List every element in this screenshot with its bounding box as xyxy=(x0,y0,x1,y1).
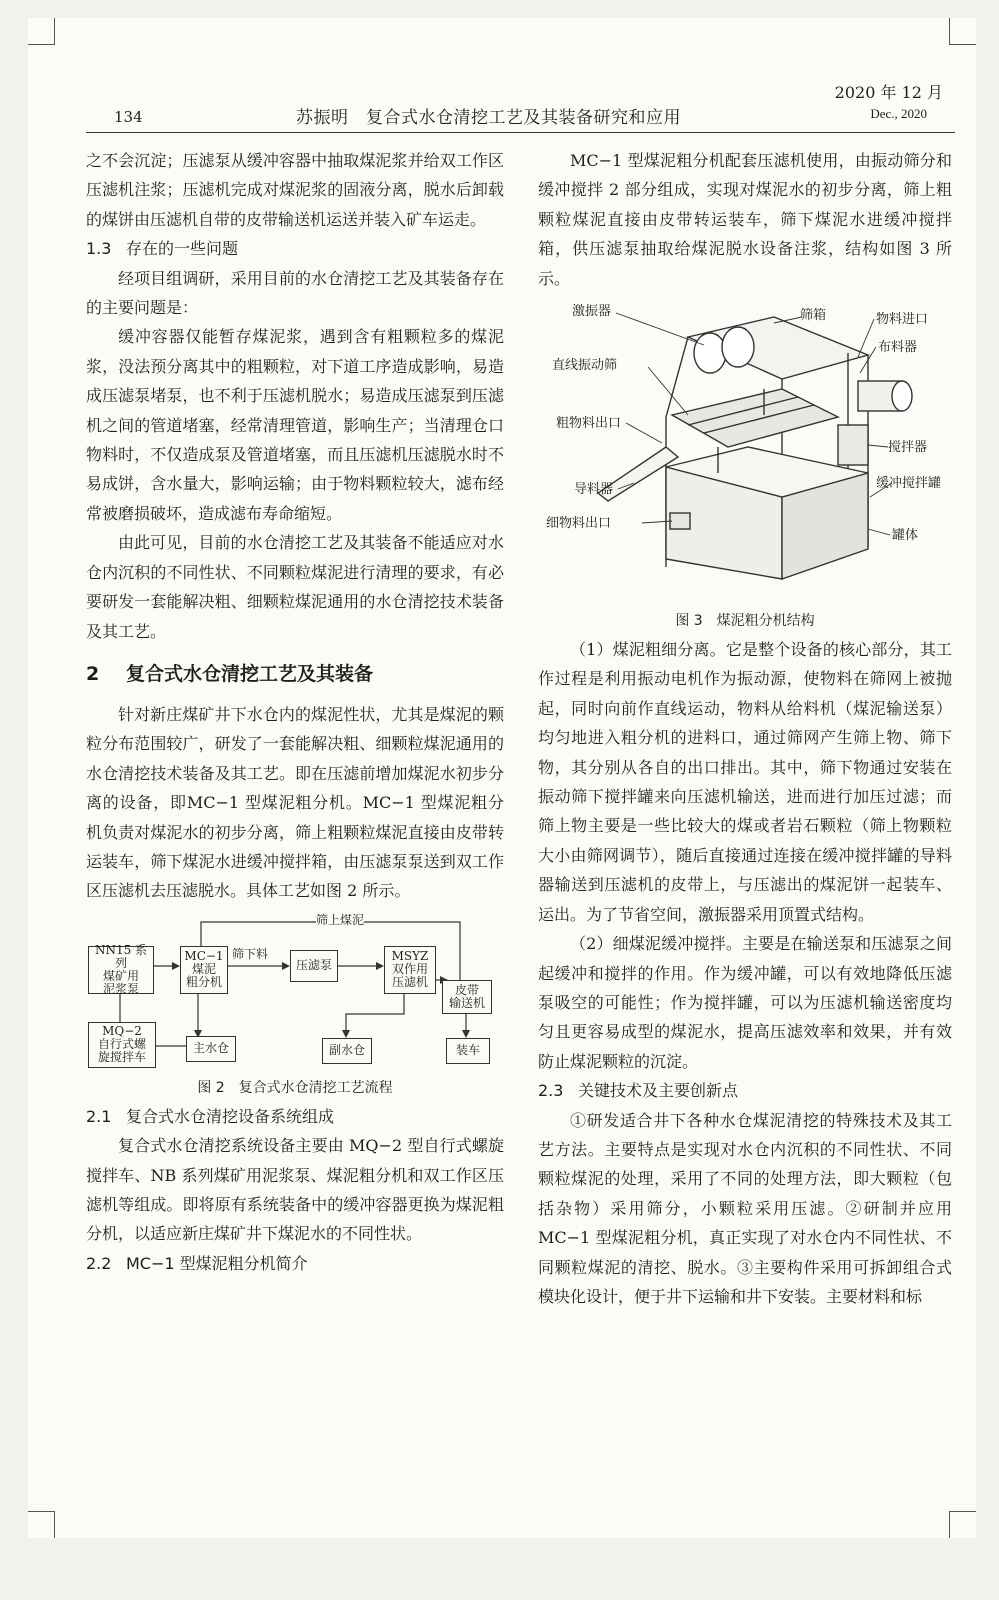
section-heading-2 xyxy=(86,660,504,688)
paragraph: MC−1 型煤泥粗分机配套压滤机使用，由振动筛分和缓冲搅拌 2 部分组成，实现对煤泥水的初步分离，筛上粗颗粒煤泥直接由皮带转运装车，筛下煤泥水进缓冲搅拌箱，供压滤泵抽取给煤泥脱水设备注浆，结构如图 3 所示。 xyxy=(538,151,952,288)
caption-text: 煤泥粗分机结构 xyxy=(716,613,815,630)
section-heading-2-2 xyxy=(86,1249,504,1278)
crop-mark xyxy=(949,18,976,45)
page-number: 134 xyxy=(114,108,143,126)
flow-box-belt-conveyor: 皮带 输送机 xyxy=(442,980,492,1014)
flow-box-filter-press: MSYZ 双作用 压滤机 xyxy=(384,946,436,994)
flow-box-coarse-separator: MC−1 煤泥 粗分机 xyxy=(180,946,228,994)
crop-mark xyxy=(949,1511,976,1538)
paragraph: 经项目组调研，采用目前的水仓清挖工艺及其装备存在的主要问题是： xyxy=(86,268,504,318)
section-title: 复合式水仓清挖设备系统组成 xyxy=(126,1106,335,1126)
label-vibrator: 激振器 xyxy=(572,304,612,320)
label-guide: 导料器 xyxy=(574,482,614,498)
section-title: 复合式水仓清挖工艺及其装备 xyxy=(126,662,374,685)
label-buffer-tank: 缓冲搅拌罐 xyxy=(876,476,942,492)
section-heading-2-1 xyxy=(86,1102,504,1131)
figure-3-caption xyxy=(538,609,952,633)
label-tank-body: 罐体 xyxy=(892,528,919,544)
section-number: 1.3 xyxy=(86,239,112,259)
paragraph: 复合式水仓清挖系统设备主要由 MQ−2 型自行式螺旋搅拌车、NB 系列煤矿用泥浆泵、煤泥粗分机和双工作区压滤机等组成。即将原有系统装备中的缓冲容器更换为煤泥粗分机，以适应新庄煤矿井下煤泥水的不同性状。 xyxy=(86,1136,504,1244)
section-title: 关键技术及主要创新点 xyxy=(578,1081,739,1101)
flow-label-oversize: 筛上煤泥 xyxy=(316,912,365,927)
paragraph: 由此可见，目前的水仓清挖工艺及其装备不能适应对水仓内沉积的不同性状、不同颗粒煤泥进行清理的要求，有必要研发一套能解决粗、细颗粒煤泥通用的水仓清挖技术装备及其工艺。 xyxy=(86,533,504,641)
flow-box-loading: 装车 xyxy=(446,1038,490,1064)
paragraph: 针对新庄煤矿井下水仓内的煤泥性状，尤其是煤泥的颗粒分布范围较广，研发了一套能解决粗、细颗粒煤泥通用的水仓清挖技术装备及其工艺。即在压滤前增加煤泥水初步分离的设备，即MC−1 型煤泥粗分机。MC−1 型煤泥粗分机负责对煤泥水的初步分离，筛上粗颗粒煤泥直接由皮带转运装车，筛下煤泥水进缓冲搅拌箱，由压滤泵泵送到双工作区压滤机去压滤脱水。具体工艺如图 2 所示。 xyxy=(86,704,504,901)
paragraph: 缓冲容器仅能暂存煤泥浆，遇到含有粗颗粒多的煤泥浆，没法预分离其中的粗颗粒，对下道工序造成影响，易造成压滤泵堵泵，也不利于压滤机脱水；易造成压滤泵到压滤机之间的管道堵塞，经常清理管道，影响生产；当清理仓口物料时，不仅造成泵及管道堵塞，而且压滤机压滤脱水时不易成饼，含水量大，影响运输；由于物料颗粒较大，滤布经常被磨损破坏，造成滤布寿命缩短。 xyxy=(86,327,504,523)
right-column xyxy=(538,146,952,1311)
caption-number: 图 3 xyxy=(675,613,703,630)
label-distributor: 布料器 xyxy=(878,340,918,356)
label-fine-outlet: 细物料出口 xyxy=(546,516,612,532)
section-heading-2-3 xyxy=(538,1076,952,1105)
paragraph: ①研发适合井下各种水仓煤泥清挖的特殊技术及其工艺方法。主要特点是实现对水仓内沉积的不同性状、不同颗粒煤泥的处理，采用了不同的处理方法，即大颗粒（包括杂物）采用筛分，小颗粒采用压滤。②研制并应用 MC−1 型煤泥粗分机，真正实现了对水仓内不同性状、不同颗粒煤泥的清挖、脱水。③主要构件采用可拆卸组合式模块化设计，便于井下运输和井下安装。主要材料和标 xyxy=(538,1110,952,1306)
section-number: 2.3 xyxy=(538,1081,564,1101)
flow-box-main-sump: 主水仓 xyxy=(186,1036,236,1062)
running-title: 苏振明 复合式水仓清挖工艺及其装备研究和应用 xyxy=(296,108,681,128)
label-screen-box: 筛箱 xyxy=(800,308,827,324)
figure-2-flowchart xyxy=(86,910,504,1070)
caption-text: 复合式水仓清挖工艺流程 xyxy=(238,1079,393,1096)
issue-date-en: Dec., 2020 xyxy=(870,106,927,121)
flow-box-stirring-vehicle: MQ−2 自行式螺 旋搅拌车 xyxy=(88,1022,156,1068)
flow-label-undersize: 筛下料 xyxy=(232,946,269,961)
section-title: 存在的一些问题 xyxy=(126,239,239,259)
crop-mark xyxy=(28,1511,55,1538)
label-coarse-outlet: 粗物料出口 xyxy=(556,416,622,432)
label-material-inlet: 物料进口 xyxy=(876,312,929,328)
flow-box-secondary-sump: 副水仓 xyxy=(322,1038,372,1064)
figure-2-caption xyxy=(86,1076,504,1100)
issue-date-cn: 2020 年 12 月 xyxy=(834,83,943,102)
section-number: 2 xyxy=(86,662,100,685)
paragraph: （1）煤泥粗细分离。它是整个设备的核心部分，其工作过程是利用振动电机作为振动源，使物料在筛网上被抛起，同时向前作直线运动，物料从给料机（煤泥输送泵）均匀地进入粗分机的进料口，通过筛网产生筛上物、筛下物，其分别从各自的出口排出。其中，筛下物通过安装在振动筛下搅拌罐来向压滤机输送，进而进行加压过滤；而筛上物主要是一些比较大的煤或者岩石颗粒（筛上物颗粒大小由筛网调节），随后直接通过连接在缓冲搅拌罐的导料器输送到压滤机的皮带上，与压滤出的煤泥饼一起装车、运出。为了节省空间，激振器采用顶置式结构。 xyxy=(538,640,952,924)
flow-box-slurry-pump: NN15 系列 煤矿用 泥浆泵 xyxy=(88,946,154,994)
figure-3-structure xyxy=(538,297,952,603)
caption-number: 图 2 xyxy=(197,1079,225,1096)
section-number: 2.2 xyxy=(86,1253,112,1273)
label-agitator: 搅拌器 xyxy=(888,440,928,456)
flow-box-filter-pump: 压滤泵 xyxy=(290,950,338,982)
label-linear-screen: 直线振动筛 xyxy=(552,358,618,374)
crop-mark xyxy=(28,18,55,45)
section-title: MC−1 型煤泥粗分机简介 xyxy=(126,1253,308,1273)
section-number: 2.1 xyxy=(86,1106,112,1126)
paragraph: （2）细煤泥缓冲搅拌。主要是在输送泵和压滤泵之间起缓冲和搅拌的作用。作为缓冲罐，可以有效地降低压滤泵吸空的可能性；作为搅拌罐，可以为压滤机输送密度均匀且更容易成型的煤泥水，提高压滤效率和效果，并有效防止煤泥颗粒的沉淀。 xyxy=(538,934,952,1071)
left-column xyxy=(86,146,504,1278)
section-heading-1-3 xyxy=(86,234,504,263)
header-rule xyxy=(86,132,955,133)
paragraph: 之不会沉淀；压滤泵从缓冲容器中抽取煤泥浆并给双工作区压滤机注浆；压滤机完成对煤泥浆的固液分离，脱水后卸载的煤饼由压滤机自带的皮带输送机运送并装入矿车运走。 xyxy=(86,151,504,229)
